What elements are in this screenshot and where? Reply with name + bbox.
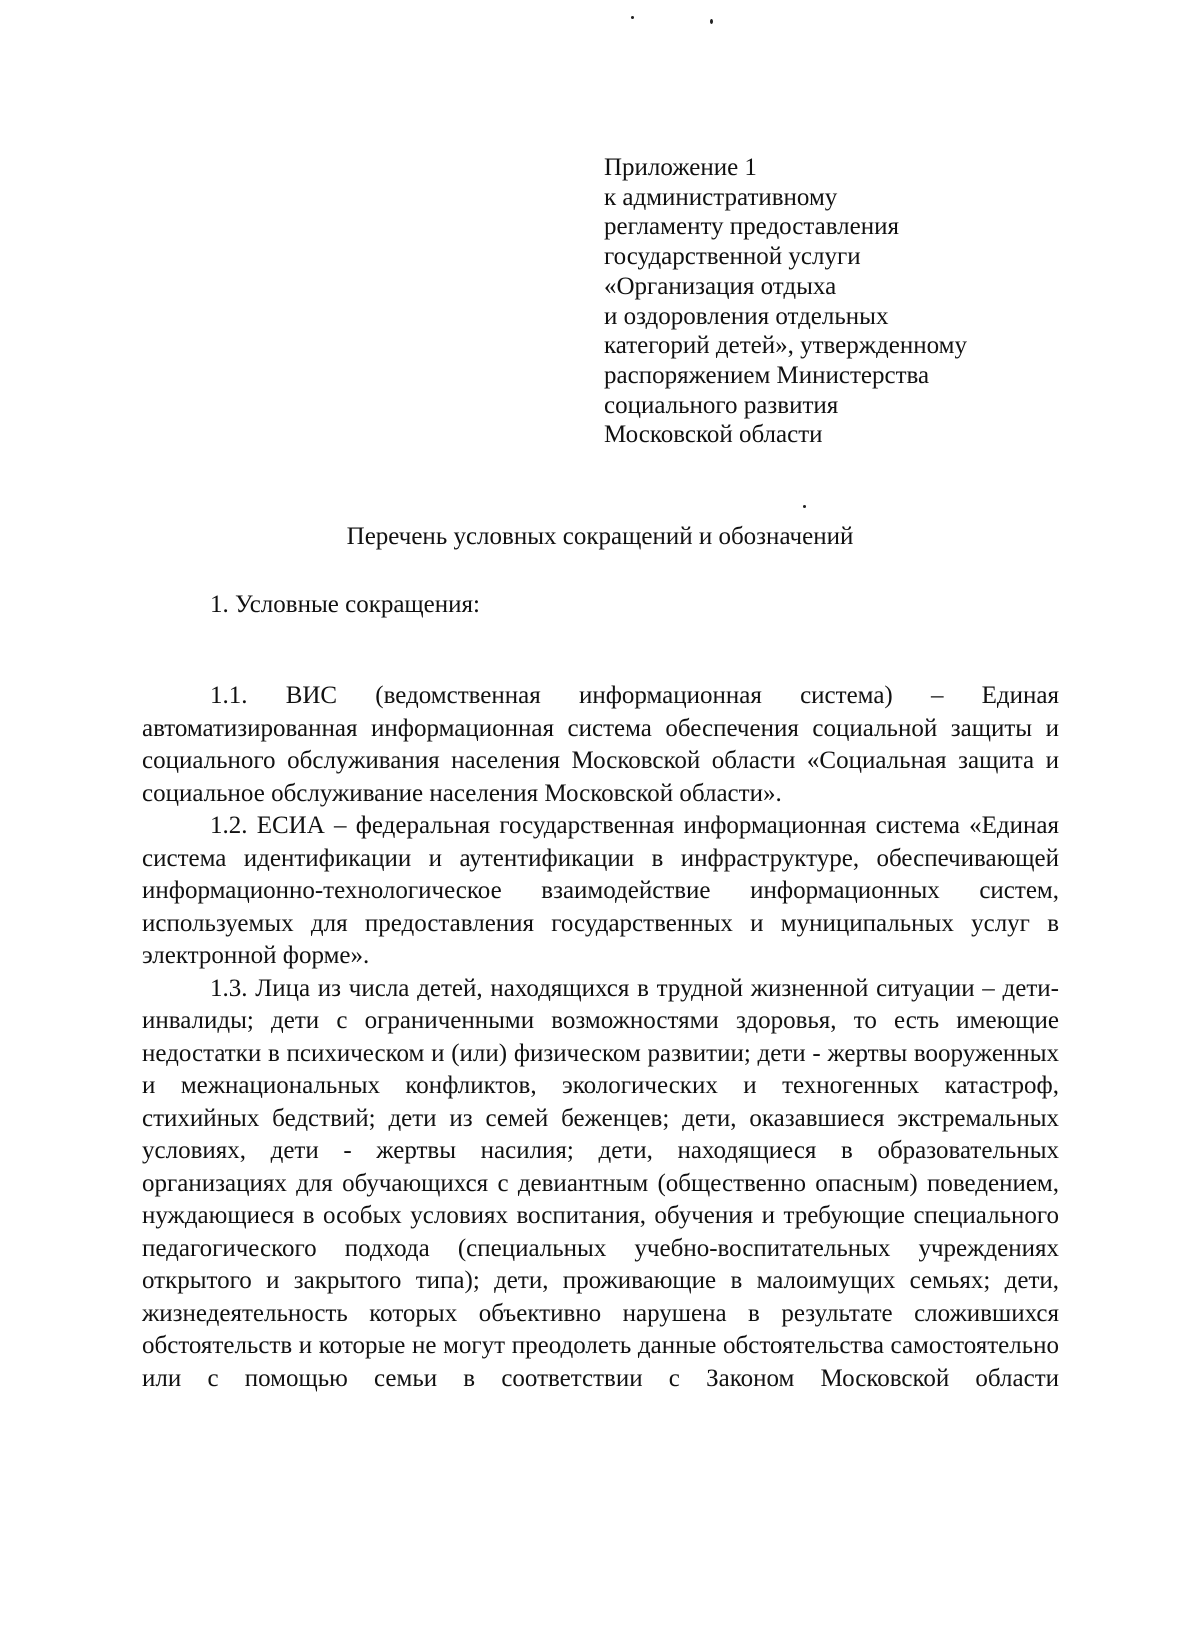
appendix-line: «Организация отдыха [604,272,837,300]
document-title: Перечень условных сокращений и обозначений [346,523,854,550]
appendix-line: Приложение 1 [604,154,757,181]
document-body [142,680,1059,1395]
appendix-line: регламенту предоставления [604,213,900,241]
appendix-line: государственной услуги [604,243,861,271]
appendix-line: социального развития [604,391,839,419]
paragraph-children-difficult-situation: 1.3. Лица из числа детей, находящихся в трудной жизненной ситуации – дети-инвалиды; дети с ограниченными возможностями здоровья, то есть имеющие недостатки в психическом и (или) физическом развитии; дети - жертвы вооруженных и межнациональных конфликтов, экологических и техногенных катастроф, стихийных бедствий; дети из семей беженцев; дети, оказавшиеся экстремальных условиях, дети - жертвы насилия; дети, находящиеся в образовательных организациях для обучающихся с девиантным (общественно опасным) поведением, нуждающиеся в особых условиях воспитания, обучения и требующие специального педагогического подхода (специальных учебно-воспитательных учреждениях открытого и закрытого типа); дети, проживающие в малоимущих семьях; дети, жизнедеятельность которых объективно нарушена в результате сложившихся обстоятельств и которые не могут преодолеть данные обстоятельства самостоятельно или с помощью семьи в соответствии с Законом Московской области [142,974,1059,1392]
appendix-line: категорий детей», утвержденному [604,332,967,360]
paragraph-vis: 1.1. ВИС (ведомственная информационная система) – Единая автоматизированная информационная система обеспечения социальной защиты и социального обслуживания населения Московской области «Социальная защита и социальное обслуживание населения Московской области». [142,682,1059,807]
appendix-header [604,153,1024,450]
scan-speck [631,16,634,19]
section-heading: 1. Условные сокращения: [210,591,480,618]
appendix-line: распоряжением Министерства [604,361,930,389]
appendix-line: к административному [604,183,838,211]
appendix-line: Московской области [604,421,823,449]
appendix-line: и оздоровления отдельных [604,302,889,330]
scan-speck [710,19,713,24]
paragraph-esia: 1.2. ЕСИА – федеральная государственная информационная система «Единая система идентификации и аутентификации в инфраструктуре, обеспечивающей информационно-технологическое взаимодействие информационных систем, используемых для предоставления государственных и муниципальных услуг в электронной форме». [142,812,1059,969]
scan-speck [803,505,806,508]
